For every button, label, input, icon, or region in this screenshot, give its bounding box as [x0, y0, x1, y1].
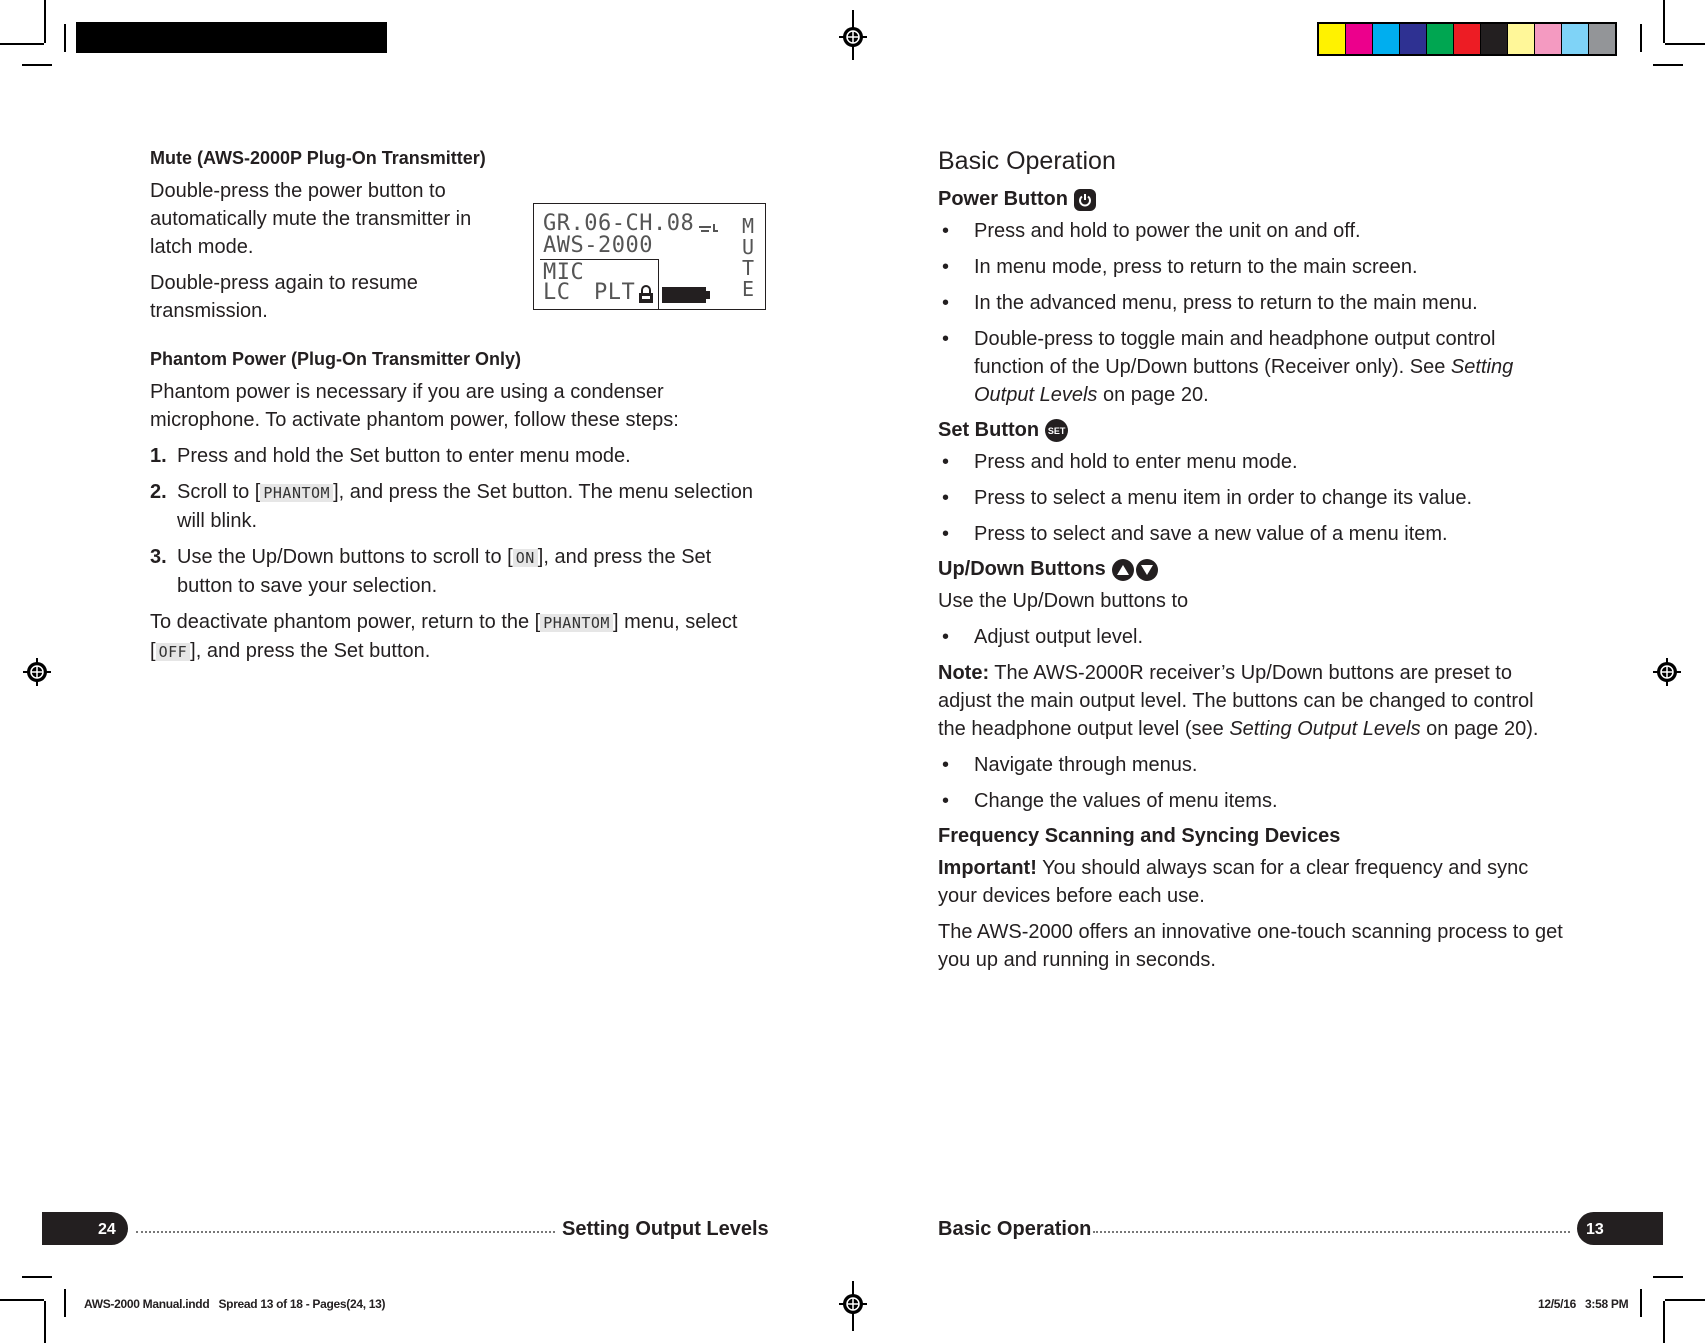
list-item: • In the advanced menu, press to return to the main menu. — [942, 292, 1478, 314]
color-swatch — [1400, 24, 1427, 54]
lcd-code: ON — [513, 549, 538, 567]
color-swatch — [1373, 24, 1400, 54]
note-paragraph: Note: The AWS-2000R receiver’s Up/Down buttons are preset to adjust the main output level. The buttons can be changed to control the headphone output level (see Setting Output Levels on page 20). — [938, 662, 1539, 740]
lcd-code: PHANTOM — [540, 614, 613, 632]
lcd-code: OFF — [156, 643, 191, 661]
list-item: • Navigate through menus. — [942, 754, 1198, 776]
lcd-line-2: AWS-2000 — [543, 233, 653, 258]
set-bullets — [938, 448, 1563, 548]
up-arrow-icon — [1112, 559, 1134, 581]
list-item: • Adjust output level. — [942, 626, 1143, 648]
phantom-steps — [150, 442, 770, 600]
freq-paragraph: The AWS-2000 offers an innovative one-touch scanning process to get you up and running in seconds. — [938, 921, 1563, 971]
mute-heading: Mute (AWS-2000P Plug-On Transmitter) — [150, 148, 486, 168]
list-item: • Change the values of menu items. — [942, 790, 1278, 812]
list-item: • Double-press to toggle main and headphone output control function of the Up/Down buttons (Receiver only). See Setting Output Levels on page 20. — [942, 328, 1514, 406]
phantom-intro: Phantom power is necessary if you are using a condenser microphone. To activate phantom power, follow these steps: — [150, 381, 679, 431]
color-swatch — [1346, 24, 1373, 54]
list-item: • Press to select and save a new value of a menu item. — [942, 523, 1448, 545]
color-swatch — [1535, 24, 1562, 54]
important-paragraph: Important! You should always scan for a clear frequency and sync your devices before each use. — [938, 857, 1529, 907]
registration-mark-icon — [839, 1281, 867, 1331]
phantom-heading: Phantom Power (Plug-On Transmitter Only) — [150, 349, 522, 369]
lcd-line-4b: PLT — [594, 280, 636, 305]
list-item: 2. Scroll to [ PHANTOM ], and press the Set button. The menu selection will blink. — [150, 481, 753, 532]
footer-leader-right — [1093, 1231, 1570, 1233]
list-item: 3. Use the Up/Down buttons to scroll to [ ON ], and press the Set button to save your selection. — [150, 546, 712, 597]
freq-heading: Frequency Scanning and Syncing Devices — [938, 825, 1341, 847]
registration-mark-icon — [839, 10, 867, 60]
lcd-mute-vertical: M U T E — [742, 214, 755, 301]
color-swatch — [1589, 24, 1615, 54]
list-item: • Press and hold to enter menu mode. — [942, 451, 1298, 473]
list-item: • Press to select a menu item in order to change its value. — [942, 487, 1473, 509]
lock-icon — [638, 284, 654, 304]
list-item: • In menu mode, press to return to the main screen. — [942, 256, 1418, 278]
lcd-line-4a: LC — [543, 280, 571, 305]
footer-title-left: Setting Output Levels — [562, 1218, 769, 1240]
updown-bullets-2 — [938, 751, 1563, 815]
registration-mark-icon — [23, 658, 51, 686]
color-swatch — [1319, 24, 1346, 54]
footer-title-right: Basic Operation — [938, 1218, 1092, 1240]
color-swatch — [1427, 24, 1454, 54]
set-heading: Set Button SET — [938, 419, 1563, 442]
lcd-line-1: GR.06-CH.08 — [543, 211, 695, 236]
color-swatch-bar — [1317, 22, 1617, 56]
color-swatch — [1562, 24, 1589, 54]
color-swatch — [1508, 24, 1535, 54]
page-title: Basic Operation — [938, 147, 1116, 175]
list-item: • Press and hold to power the unit on and off. — [942, 220, 1361, 242]
slug-right: 12/5/16 3:58 PM — [1538, 1297, 1629, 1311]
list-item: 1. Press and hold the Set button to enter menu mode. — [150, 445, 631, 467]
power-bullets — [938, 217, 1563, 409]
registration-mark-icon — [1653, 658, 1681, 686]
battery-icon — [662, 287, 710, 303]
power-icon — [1074, 189, 1096, 211]
footer-leader-left — [136, 1231, 555, 1233]
down-arrow-icon — [1136, 559, 1158, 581]
lcd-code: PHANTOM — [260, 484, 333, 502]
color-swatch — [1454, 24, 1481, 54]
updown-intro: Use the Up/Down buttons to — [938, 590, 1189, 612]
mute-paragraph-2: Double-press again to resume transmission. — [150, 272, 418, 322]
updown-bullets-1 — [938, 623, 1563, 651]
lcd-display-illustration — [533, 203, 766, 310]
antenna-icon — [699, 222, 719, 234]
set-icon: SET — [1045, 419, 1068, 442]
black-print-bar — [76, 22, 387, 53]
power-heading: Power Button — [938, 188, 1563, 211]
right-page — [938, 147, 1563, 974]
mute-paragraph-1: Double-press the power button to automatically mute the transmitter in latch mode. — [150, 180, 472, 258]
lcd-line-3: MIC — [543, 260, 585, 285]
color-swatch — [1481, 24, 1508, 54]
updown-heading: Up/Down Buttons — [938, 558, 1563, 581]
deactivate-paragraph: To deactivate phantom power, return to the [ PHANTOM ] menu, select [ OFF ], and press the Set button. — [150, 611, 738, 662]
page-number-left: 24 — [98, 1221, 116, 1238]
page-number-right: 13 — [1586, 1221, 1604, 1238]
slug-left: AWS-2000 Manual.indd Spread 13 of 18 - Pages(24, 13) — [84, 1297, 386, 1311]
